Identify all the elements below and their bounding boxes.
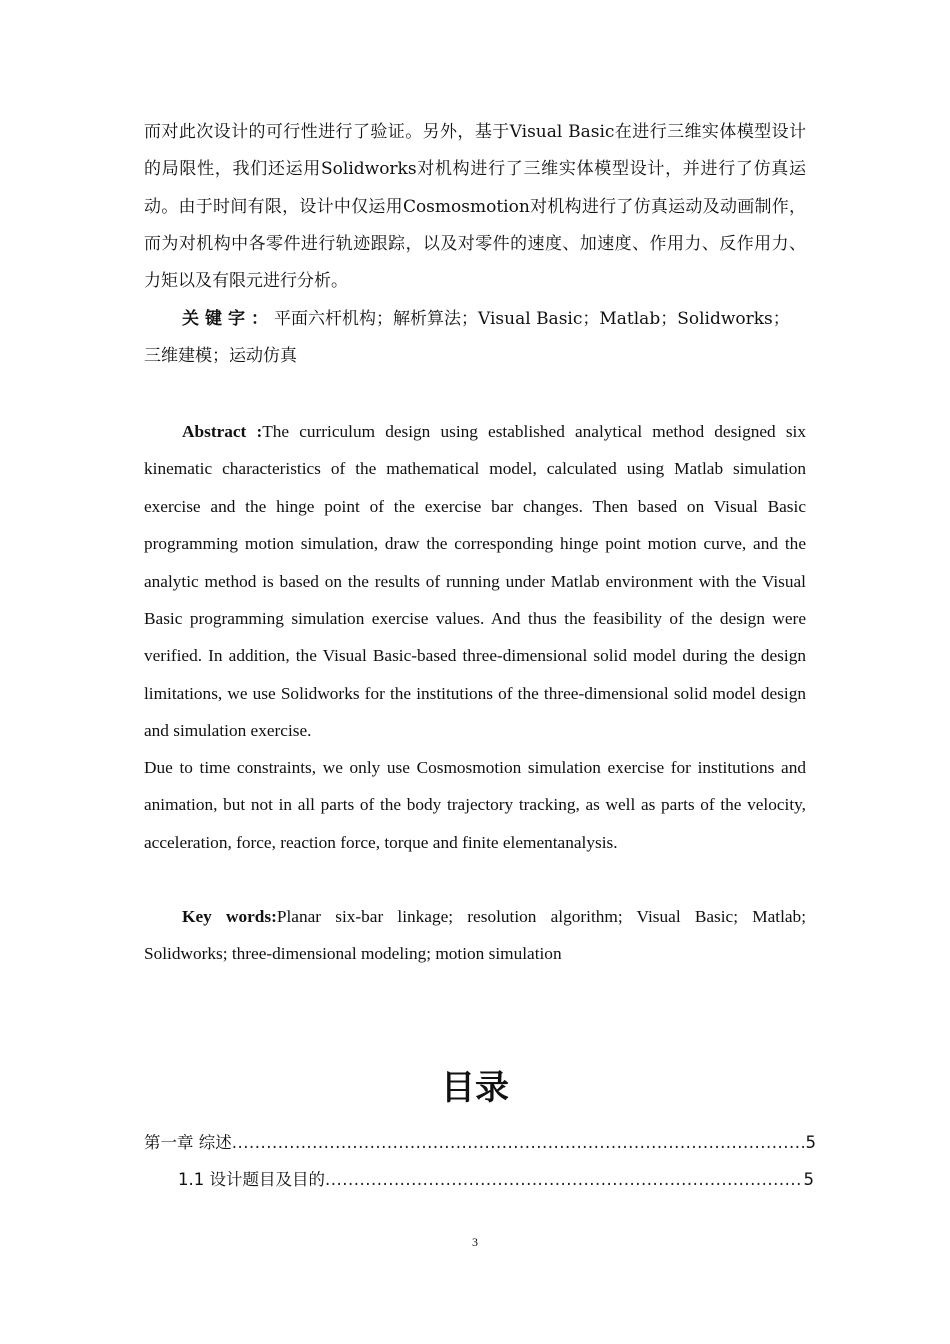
toc-entry-title: 第一章 综述 xyxy=(144,1133,232,1152)
english-abstract xyxy=(144,413,806,750)
chinese-keywords-label: 关键字： xyxy=(182,309,274,329)
english-keywords-label: Key words: xyxy=(182,907,277,926)
toc-entry-page: 5 xyxy=(803,1170,814,1189)
toc-entry[interactable] xyxy=(178,1166,814,1190)
english-abstract-body: The curriculum design using established analytical method designed six kinematic characteristics of the mathematical model, calculated using Matlab simulation exercise and the hinge point of the exercise bar changes. Then based on Visual Basic programming motion simulation, draw the corresponding hinge point motion curve, and the analytic method is based on the results of running under Matlab environment with the Visual Basic programming simulation exercise values. And thus the feasibility of the design were verified. In addition, the Visual Basic-based three-dimensional solid model during the design limitations, we use Solidworks for the institutions of the three-dimensional solid model design and simulation exercise. xyxy=(144,422,807,741)
english-abstract-label: Abstract : xyxy=(182,422,263,441)
toc-dot-leader xyxy=(325,1170,802,1189)
toc-dot-leader xyxy=(232,1133,804,1152)
toc-entry-title: 1.1 设计题目及目的 xyxy=(178,1170,325,1189)
english-keywords xyxy=(144,898,806,973)
toc-entry[interactable] xyxy=(144,1129,816,1153)
toc-entry-page: 5 xyxy=(805,1133,816,1152)
chinese-abstract-body: 而对此次设计的可行性进行了验证。另外，基于Visual Basic在进行三维实体模型设计的局限性，我们还运用Solidworks对机构进行了三维实体模型设计，并进行了仿真运动。由于时间有限，设计中仅运用Cosmosmotion对机构进行了仿真运动及动画制作，而为对机构中各零件进行轨迹跟踪，以及对零件的速度、加速度、作用力、反作用力、力矩以及有限元进行分析。 xyxy=(144,122,806,292)
toc-title: 目录 xyxy=(441,1068,509,1108)
page-number: 3 xyxy=(472,1235,478,1249)
english-abstract-body-2: Due to time constraints, we only use Cosmosmotion simulation exercise for institutions and animation, but not in all parts of the body trajectory tracking, as well as parts of the velocity, acceleration, force, reaction force, torque and finite elementanalysis. xyxy=(144,758,806,852)
chinese-keywords xyxy=(144,301,806,376)
chinese-keywords-text: 平面六杆机构；解析算法；Visual Basic；Matlab；Solidworks；三维建模；运动仿真 xyxy=(144,309,790,367)
english-keywords-text: Planar six-bar linkage; resolution algorithm; Visual Basic; Matlab; Solidworks; three-dimensional modeling; motion simulation xyxy=(144,907,806,964)
